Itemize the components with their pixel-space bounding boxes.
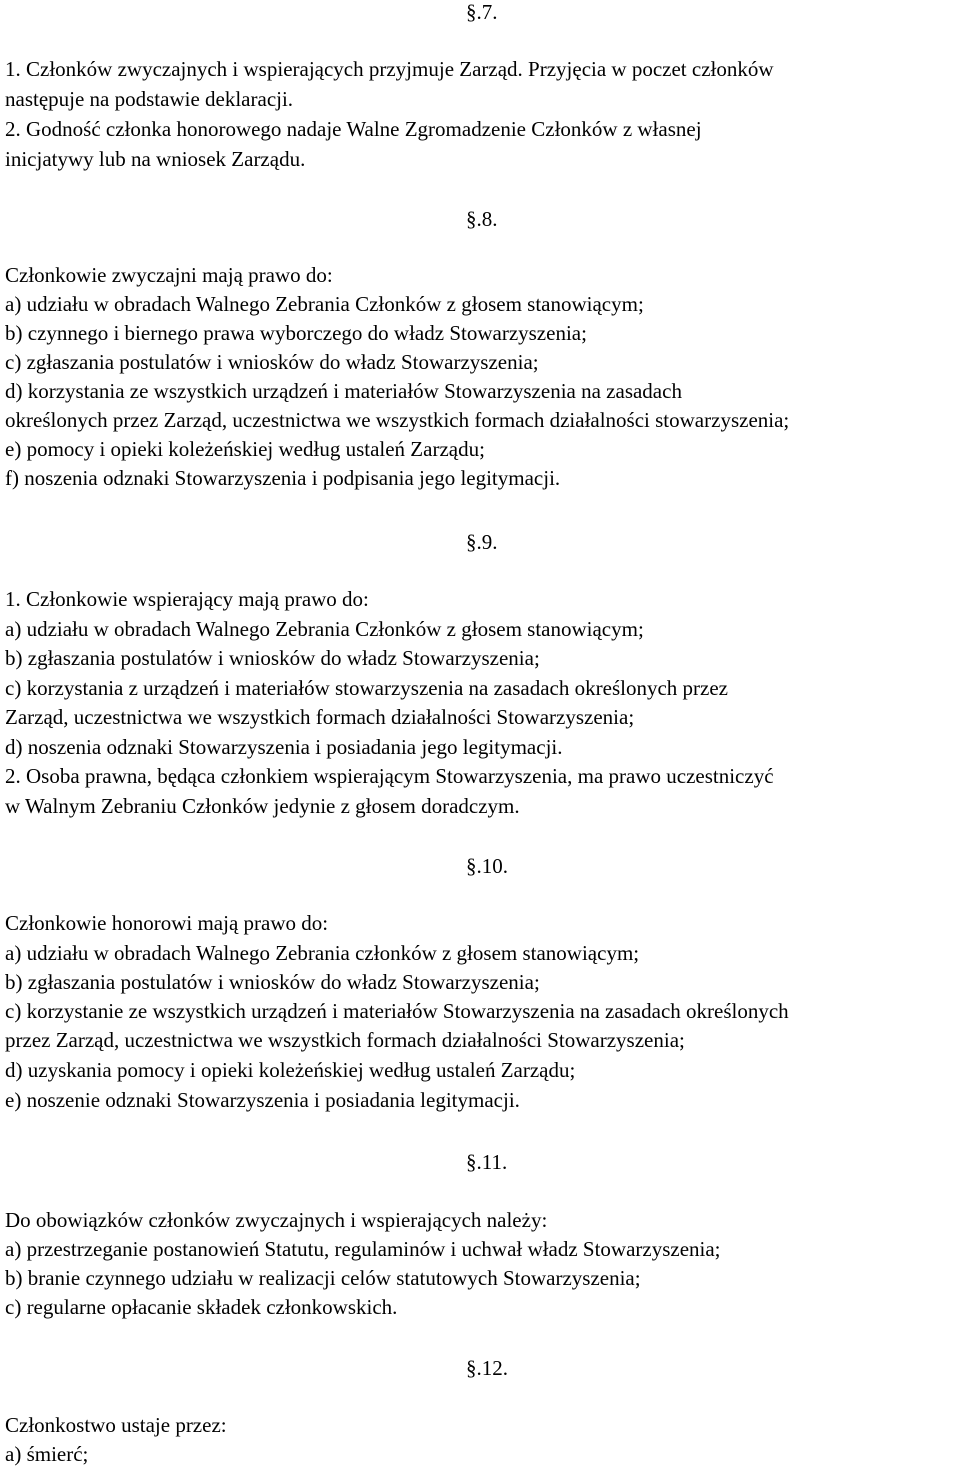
section-9-line: c) korzystania z urządzeń i materiałów stowarzyszenia na zasadach określonych przez: [5, 676, 728, 700]
section-9-line: Zarząd, uczestnictwa we wszystkich formach działalności Stowarzyszenia;: [5, 705, 635, 729]
section-9-line: w Walnym Zebraniu Członków jedynie z głosem doradczym.: [5, 794, 520, 818]
section-11-line: Do obowiązków członków zwyczajnych i wspierających należy:: [5, 1208, 548, 1232]
section-12-line: a) śmierć;: [5, 1442, 89, 1466]
section-11-line: c) regularne opłacanie składek członkowskich.: [5, 1295, 398, 1319]
section-8-line: e) pomocy i opieki koleżeńskiej według ustaleń Zarządu;: [5, 437, 485, 461]
section-11-heading: §.11.: [466, 1150, 508, 1174]
section-10-line: b) zgłaszania postulatów i wniosków do władz Stowarzyszenia;: [5, 970, 540, 994]
section-9-heading: §.9.: [466, 530, 498, 554]
section-7-line: następuje na podstawie deklaracji.: [5, 87, 294, 111]
section-9-line: 2. Osoba prawna, będąca członkiem wspierającym Stowarzyszenia, ma prawo uczestniczyć: [5, 764, 774, 788]
section-8-line: a) udziału w obradach Walnego Zebrania Członków z głosem stanowiącym;: [5, 292, 644, 316]
section-9-line: d) noszenia odznaki Stowarzyszenia i posiadania jego legitymacji.: [5, 735, 563, 759]
section-8-heading: §.8.: [466, 207, 498, 231]
section-7-line: inicjatywy lub na wniosek Zarządu.: [5, 147, 306, 171]
section-10-line: c) korzystanie ze wszystkich urządzeń i materiałów Stowarzyszenia na zasadach określonych: [5, 999, 789, 1023]
section-8-line: określonych przez Zarząd, uczestnictwa we wszystkich formach działalności stowarzyszenia;: [5, 408, 790, 432]
section-7-line: 1. Członków zwyczajnych i wspierających przyjmuje Zarząd. Przyjęcia w poczet członków: [5, 57, 774, 81]
section-12-line: Członkostwo ustaje przez:: [5, 1413, 227, 1437]
section-12-heading: §.12.: [466, 1356, 508, 1380]
section-11-line: b) branie czynnego udziału w realizacji celów statutowych Stowarzyszenia;: [5, 1266, 641, 1290]
section-7-line: 2. Godność członka honorowego nadaje Walne Zgromadzenie Członków z własnej: [5, 117, 702, 141]
section-10-line: d) uzyskania pomocy i opieki koleżeńskiej według ustaleń Zarządu;: [5, 1058, 576, 1082]
section-8-line: f) noszenia odznaki Stowarzyszenia i podpisania jego legitymacji.: [5, 466, 561, 490]
section-8-line: c) zgłaszania postulatów i wniosków do władz Stowarzyszenia;: [5, 350, 539, 374]
section-7-heading: §.7.: [466, 0, 498, 24]
section-10-line: Członkowie honorowi mają prawo do:: [5, 911, 329, 935]
section-8-line: d) korzystania ze wszystkich urządzeń i materiałów Stowarzyszenia na zasadach: [5, 379, 682, 403]
section-9-line: b) zgłaszania postulatów i wniosków do władz Stowarzyszenia;: [5, 646, 540, 670]
section-8-line: b) czynnego i biernego prawa wyborczego do władz Stowarzyszenia;: [5, 321, 587, 345]
section-10-heading: §.10.: [466, 854, 508, 878]
section-11-line: a) przestrzeganie postanowień Statutu, regulaminów i uchwał władz Stowarzyszenia;: [5, 1237, 721, 1261]
section-8-line: Członkowie zwyczajni mają prawo do:: [5, 263, 333, 287]
section-9-line: a) udziału w obradach Walnego Zebrania Członków z głosem stanowiącym;: [5, 617, 644, 641]
section-10-line: e) noszenie odznaki Stowarzyszenia i posiadania legitymacji.: [5, 1088, 520, 1112]
section-9-line: 1. Członkowie wspierający mają prawo do:: [5, 587, 369, 611]
section-10-line: a) udziału w obradach Walnego Zebrania członków z głosem stanowiącym;: [5, 941, 640, 965]
section-10-line: przez Zarząd, uczestnictwa we wszystkich formach działalności Stowarzyszenia;: [5, 1028, 685, 1052]
